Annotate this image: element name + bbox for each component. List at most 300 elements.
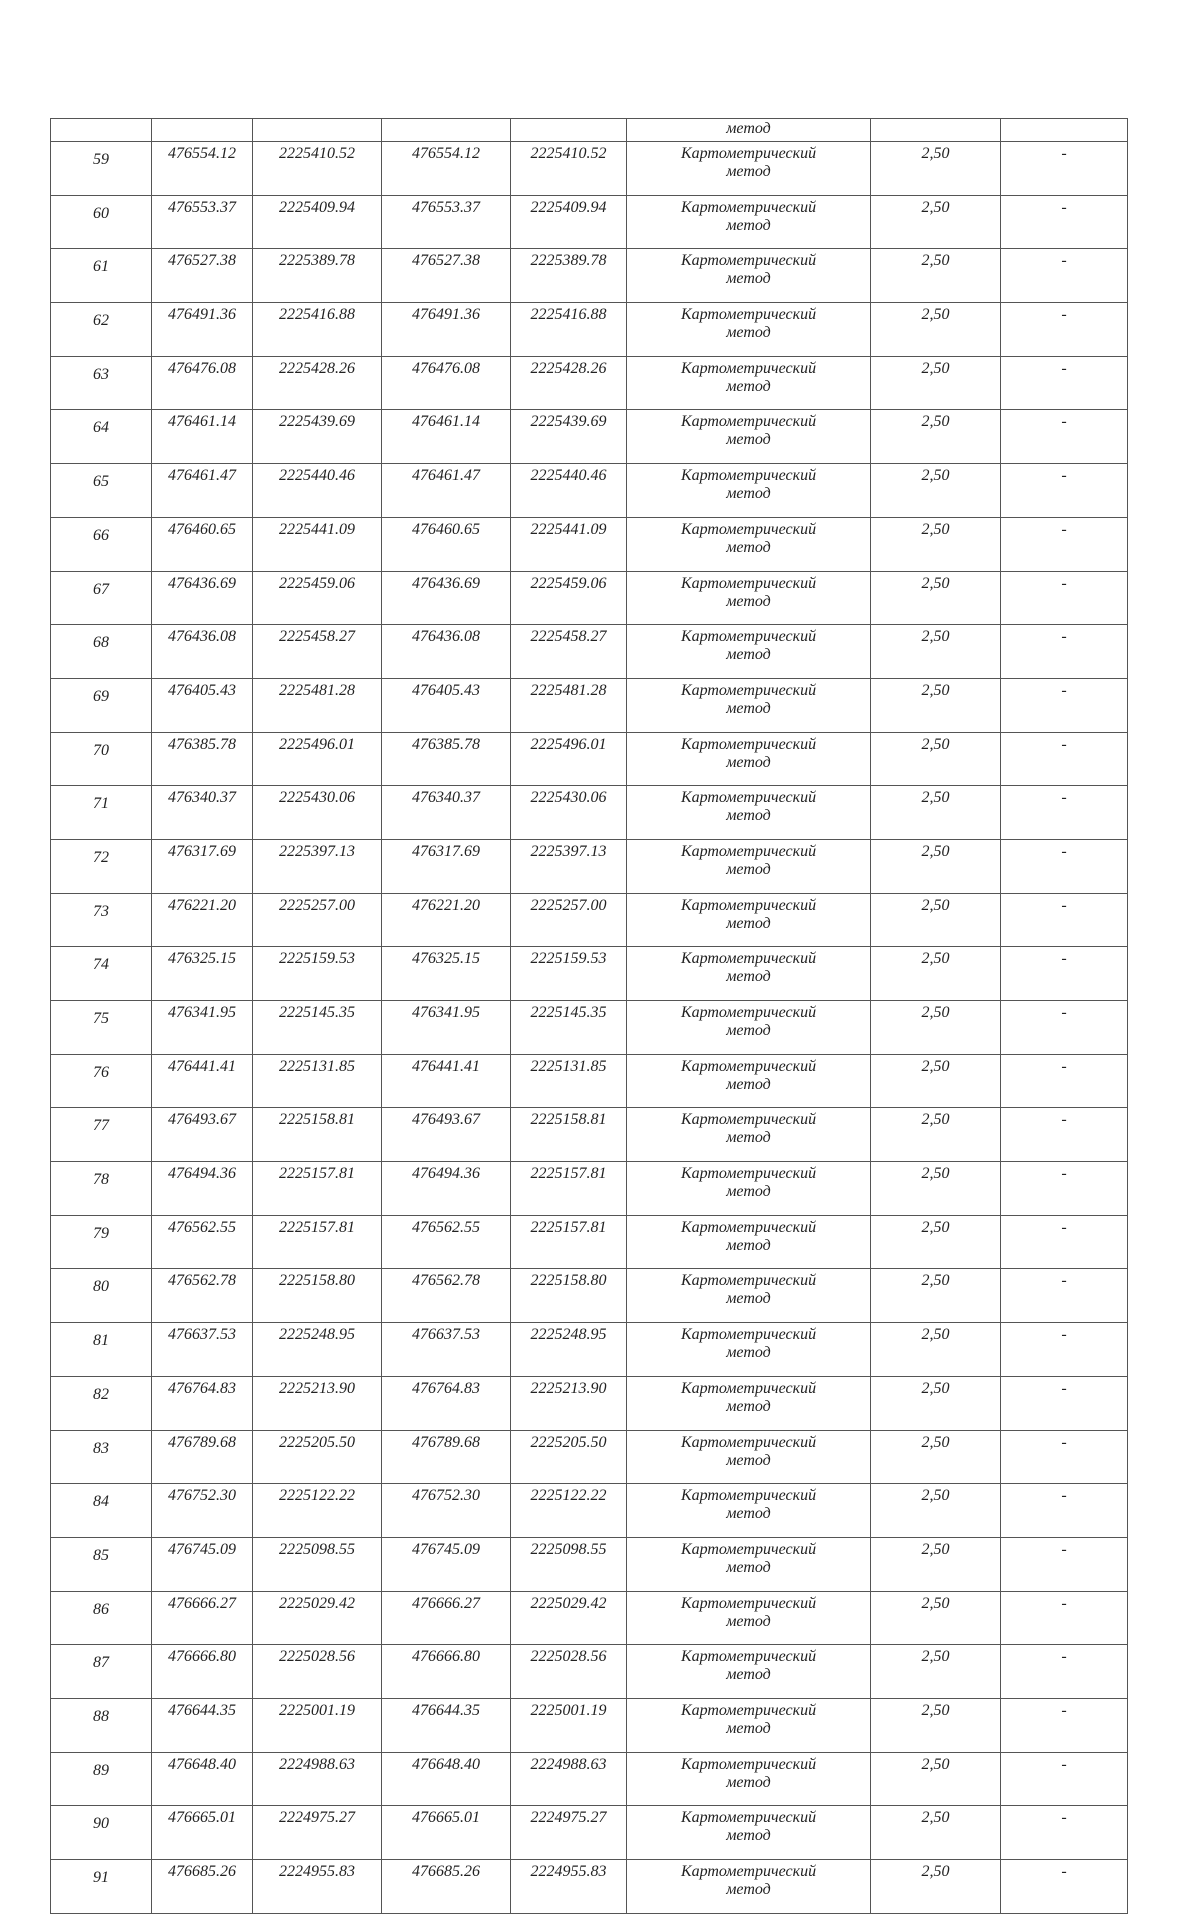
cell-empty — [152, 119, 253, 142]
cell-y-existing: 2225157.81 — [253, 1162, 382, 1216]
cell-x-new: 476752.30 — [382, 1484, 511, 1538]
method-line-1: Картометрический — [680, 1863, 817, 1880]
cell-accuracy: 2,50 — [871, 303, 1001, 357]
method-line-1: Картометрический — [680, 520, 817, 538]
cell-description: - — [1001, 410, 1128, 464]
method-line-1: Картометрический — [680, 1701, 817, 1719]
cell-point-number: 81 — [51, 1323, 152, 1377]
cell-y-new: 2225428.26 — [511, 356, 627, 410]
cell-method — [627, 1323, 871, 1377]
cell-y-new: 2224975.27 — [511, 1806, 627, 1860]
method-line-1: Картометрический — [680, 789, 817, 807]
cell-x-existing: 476553.37 — [152, 195, 253, 249]
cell-y-new: 2225122.22 — [511, 1484, 627, 1538]
cell-method — [627, 732, 871, 786]
cell-x-new: 476385.78 — [382, 732, 511, 786]
cell-method — [627, 1806, 871, 1860]
cell-x-existing: 476764.83 — [152, 1376, 253, 1430]
cell-y-new: 2225430.06 — [511, 786, 627, 840]
cell-x-new: 476666.80 — [382, 1645, 511, 1699]
cell-point-number: 59 — [51, 142, 152, 196]
cell-accuracy: 2,50 — [871, 678, 1001, 732]
cell-x-new: 476460.65 — [382, 517, 511, 571]
cell-y-new: 2225157.81 — [511, 1215, 627, 1269]
cell-x-existing: 476436.69 — [152, 571, 253, 625]
cell-x-existing: 476341.95 — [152, 1001, 253, 1055]
cell-point-number: 65 — [51, 464, 152, 518]
cell-description: - — [1001, 1484, 1128, 1538]
cell-y-existing: 2225410.52 — [253, 142, 382, 196]
cell-point-number: 72 — [51, 839, 152, 893]
cell-method — [627, 303, 871, 357]
method-line-1: Картометрический — [680, 1057, 817, 1075]
cell-accuracy: 2,50 — [871, 786, 1001, 840]
cell-y-existing: 2225248.95 — [253, 1323, 382, 1377]
cell-point-number: 84 — [51, 1484, 152, 1538]
coordinates-table — [50, 118, 1128, 1914]
cell-description: - — [1001, 1269, 1128, 1323]
cell-description: - — [1001, 1162, 1128, 1216]
method-line-1: Картометрический — [680, 1111, 817, 1129]
cell-method — [627, 1645, 871, 1699]
method-line-1: Картометрический — [680, 735, 817, 753]
table-row — [51, 893, 1128, 947]
cell-y-existing: 2225145.35 — [253, 1001, 382, 1055]
table-row — [51, 1108, 1128, 1162]
table-row — [51, 517, 1128, 571]
cell-x-new: 476325.15 — [382, 947, 511, 1001]
cell-y-existing: 2224955.83 — [253, 1860, 382, 1914]
cell-point-number: 73 — [51, 893, 152, 947]
cell-x-new: 476341.95 — [382, 1001, 511, 1055]
method-line-1: Картометрический — [680, 1218, 817, 1236]
cell-y-new: 2225205.50 — [511, 1430, 627, 1484]
cell-x-existing: 476325.15 — [152, 947, 253, 1001]
cell-point-number: 85 — [51, 1537, 152, 1591]
cell-description: - — [1001, 839, 1128, 893]
cell-accuracy: 2,50 — [871, 839, 1001, 893]
cell-point-number: 87 — [51, 1645, 152, 1699]
method-line-1: Картометрический — [680, 1487, 817, 1505]
cell-y-existing: 2225440.46 — [253, 464, 382, 518]
cell-y-existing: 2225496.01 — [253, 732, 382, 786]
cell-method — [627, 1484, 871, 1538]
cell-description: - — [1001, 893, 1128, 947]
cell-y-existing: 2225389.78 — [253, 249, 382, 303]
cell-x-new: 476637.53 — [382, 1323, 511, 1377]
cell-y-existing: 2225428.26 — [253, 356, 382, 410]
method-line-1: Картометрический — [680, 145, 817, 162]
method-line-1: Картометрический — [680, 1004, 817, 1021]
cell-y-existing: 2225430.06 — [253, 786, 382, 840]
cell-y-new: 2225001.19 — [511, 1698, 627, 1752]
cell-y-existing: 2225213.90 — [253, 1376, 382, 1430]
table-row — [51, 1269, 1128, 1323]
cell-x-existing: 476637.53 — [152, 1323, 253, 1377]
cell-x-existing: 476527.38 — [152, 249, 253, 303]
cell-x-new: 476491.36 — [382, 303, 511, 357]
cell-x-existing: 476648.40 — [152, 1752, 253, 1806]
cell-method — [627, 1752, 871, 1806]
cell-point-number: 74 — [51, 947, 152, 1001]
cell-y-new: 2225439.69 — [511, 410, 627, 464]
cell-accuracy: 2,50 — [871, 1860, 1001, 1914]
cell-x-existing: 476340.37 — [152, 786, 253, 840]
cell-point-number: 75 — [51, 1001, 152, 1055]
method-line-2: метод — [726, 1451, 771, 1469]
cell-method — [627, 1430, 871, 1484]
method-line-2: метод — [726, 646, 771, 664]
cell-x-new: 476553.37 — [382, 195, 511, 249]
method-line-2: метод — [726, 914, 771, 932]
cell-point-number: 88 — [51, 1698, 152, 1752]
cell-description: - — [1001, 1752, 1128, 1806]
cell-y-existing: 2225416.88 — [253, 303, 382, 357]
cell-point-number: 80 — [51, 1269, 152, 1323]
cell-method — [627, 1860, 871, 1914]
cell-accuracy: 2,50 — [871, 1591, 1001, 1645]
cell-y-new: 2225441.09 — [511, 517, 627, 571]
cell-accuracy: 2,50 — [871, 732, 1001, 786]
cell-description: - — [1001, 678, 1128, 732]
cell-accuracy: 2,50 — [871, 1269, 1001, 1323]
cell-y-new: 2225098.55 — [511, 1537, 627, 1591]
cell-y-new: 2225416.88 — [511, 303, 627, 357]
cell-point-number: 82 — [51, 1376, 152, 1430]
cell-x-new: 476745.09 — [382, 1537, 511, 1591]
cell-point-number: 62 — [51, 303, 152, 357]
cell-point-number: 67 — [51, 571, 152, 625]
cell-x-existing: 476491.36 — [152, 303, 253, 357]
cell-x-new: 476644.35 — [382, 1698, 511, 1752]
cell-y-new: 2225158.81 — [511, 1108, 627, 1162]
method-line-2: метод — [726, 485, 771, 503]
cell-y-new: 2225409.94 — [511, 195, 627, 249]
cell-description: - — [1001, 1645, 1128, 1699]
table-row — [51, 1698, 1128, 1752]
cell-accuracy: 2,50 — [871, 1054, 1001, 1108]
cell-description: - — [1001, 1537, 1128, 1591]
table-row — [51, 1376, 1128, 1430]
cell-description: - — [1001, 1376, 1128, 1430]
method-line-2: метод — [726, 270, 771, 288]
cell-y-new: 2225389.78 — [511, 249, 627, 303]
cell-accuracy: 2,50 — [871, 1806, 1001, 1860]
cell-accuracy: 2,50 — [871, 464, 1001, 518]
cell-x-new: 476665.01 — [382, 1806, 511, 1860]
method-line-2: метод — [726, 1290, 771, 1308]
method-line-1: Картометрический — [680, 950, 817, 968]
table-row — [51, 1537, 1128, 1591]
cell-x-existing: 476752.30 — [152, 1484, 253, 1538]
method-line-2: метод — [726, 538, 771, 556]
cell-description: - — [1001, 1108, 1128, 1162]
cell-x-new: 476441.41 — [382, 1054, 511, 1108]
cell-empty — [511, 119, 627, 142]
cell-x-new: 476436.08 — [382, 625, 511, 679]
cell-point-number: 69 — [51, 678, 152, 732]
method-line-1: Картометрический — [680, 1379, 817, 1397]
method-line-2: метод — [726, 1666, 771, 1684]
cell-y-new: 2225213.90 — [511, 1376, 627, 1430]
cell-description: - — [1001, 786, 1128, 840]
method-line-2: метод — [726, 163, 771, 180]
cell-x-existing: 476476.08 — [152, 356, 253, 410]
cell-y-new: 2225257.00 — [511, 893, 627, 947]
cell-x-existing: 476441.41 — [152, 1054, 253, 1108]
method-line-2: метод — [726, 1719, 771, 1737]
cell-x-new: 476436.69 — [382, 571, 511, 625]
cell-point-number: 78 — [51, 1162, 152, 1216]
method-line-1: Картометрический — [680, 252, 817, 270]
cell-description: - — [1001, 142, 1128, 196]
method-line-2: метод — [726, 1022, 771, 1039]
method-line-2: метод — [726, 431, 771, 449]
cell-y-existing: 2225441.09 — [253, 517, 382, 571]
table-row — [51, 303, 1128, 357]
cell-empty — [51, 119, 152, 142]
cell-point-number: 66 — [51, 517, 152, 571]
table-row — [51, 678, 1128, 732]
cell-y-existing: 2225458.27 — [253, 625, 382, 679]
table-row — [51, 1215, 1128, 1269]
table-row — [51, 1430, 1128, 1484]
method-line-2: метод — [726, 860, 771, 878]
cell-point-number: 79 — [51, 1215, 152, 1269]
cell-x-new: 476527.38 — [382, 249, 511, 303]
cell-method — [627, 625, 871, 679]
method-line-2: метод — [726, 377, 771, 395]
cell-accuracy: 2,50 — [871, 947, 1001, 1001]
cell-point-number: 91 — [51, 1860, 152, 1914]
method-line-2: метод — [726, 1558, 771, 1576]
method-line-1: Картометрический — [680, 1594, 817, 1612]
method-line-1: Картометрический — [680, 628, 817, 646]
cell-x-existing: 476789.68 — [152, 1430, 253, 1484]
cell-method — [627, 1001, 871, 1055]
method-line-2: метод — [726, 592, 771, 610]
table-row — [51, 947, 1128, 1001]
cell-method — [627, 1269, 871, 1323]
cell-description: - — [1001, 356, 1128, 410]
cell-y-existing: 2225131.85 — [253, 1054, 382, 1108]
cell-point-number: 76 — [51, 1054, 152, 1108]
cell-y-existing: 2225409.94 — [253, 195, 382, 249]
method-line-1: Картометрический — [680, 1809, 817, 1827]
cell-x-new: 476554.12 — [382, 142, 511, 196]
cell-x-existing: 476685.26 — [152, 1860, 253, 1914]
table-row — [51, 732, 1128, 786]
cell-y-new: 2225481.28 — [511, 678, 627, 732]
method-line-2: метод — [726, 1397, 771, 1415]
cell-x-new: 476648.40 — [382, 1752, 511, 1806]
method-line-1: Картометрический — [680, 1648, 817, 1666]
cell-y-new: 2225159.53 — [511, 947, 627, 1001]
method-line-1: Картометрический — [680, 1272, 817, 1290]
cell-y-existing: 2225028.56 — [253, 1645, 382, 1699]
cell-description: - — [1001, 1806, 1128, 1860]
cell-x-new: 476340.37 — [382, 786, 511, 840]
cell-x-existing: 476221.20 — [152, 893, 253, 947]
cell-y-existing: 2225122.22 — [253, 1484, 382, 1538]
cell-point-number: 86 — [51, 1591, 152, 1645]
method-line-2: метод — [726, 968, 771, 986]
cell-accuracy: 2,50 — [871, 625, 1001, 679]
cell-accuracy: 2,50 — [871, 1376, 1001, 1430]
cell-empty — [253, 119, 382, 142]
method-line-2: метод — [726, 1344, 771, 1362]
cell-method — [627, 410, 871, 464]
cell-method — [627, 1698, 871, 1752]
cell-method — [627, 571, 871, 625]
table-row — [51, 1591, 1128, 1645]
table-row — [51, 1860, 1128, 1914]
cell-y-existing: 2225001.19 — [253, 1698, 382, 1752]
cell-x-existing: 476436.08 — [152, 625, 253, 679]
cell-method — [627, 1162, 871, 1216]
cell-point-number: 60 — [51, 195, 152, 249]
cell-description: - — [1001, 1698, 1128, 1752]
cell-x-existing: 476461.14 — [152, 410, 253, 464]
cell-y-new: 2225496.01 — [511, 732, 627, 786]
method-line-1: Картометрический — [680, 1755, 817, 1773]
cell-accuracy: 2,50 — [871, 571, 1001, 625]
table-row — [51, 1645, 1128, 1699]
cell-x-existing: 476405.43 — [152, 678, 253, 732]
method-line-2: метод — [726, 1075, 771, 1093]
cell-description: - — [1001, 1215, 1128, 1269]
cell-point-number: 83 — [51, 1430, 152, 1484]
method-line-1: Картометрический — [680, 467, 817, 485]
table-row — [51, 1054, 1128, 1108]
cell-y-existing: 2225158.81 — [253, 1108, 382, 1162]
cell-y-new: 2225248.95 — [511, 1323, 627, 1377]
cell-x-existing: 476666.80 — [152, 1645, 253, 1699]
cell-y-existing: 2225157.81 — [253, 1215, 382, 1269]
method-line-2: метод — [726, 1881, 771, 1898]
table-row — [51, 786, 1128, 840]
table-row — [51, 1484, 1128, 1538]
cell-x-new: 476666.27 — [382, 1591, 511, 1645]
cell-point-number: 71 — [51, 786, 152, 840]
cell-method — [627, 839, 871, 893]
cell-method — [627, 1215, 871, 1269]
cell-accuracy: 2,50 — [871, 1484, 1001, 1538]
cell-y-new: 2224955.83 — [511, 1860, 627, 1914]
table-row — [51, 571, 1128, 625]
cell-accuracy: 2,50 — [871, 410, 1001, 464]
cell-y-new: 2225458.27 — [511, 625, 627, 679]
cell-description: - — [1001, 303, 1128, 357]
cell-description: - — [1001, 947, 1128, 1001]
cell-x-existing: 476745.09 — [152, 1537, 253, 1591]
method-line-1: Картометрический — [680, 681, 817, 699]
method-line-1: Картометрический — [680, 413, 817, 431]
cell-x-existing: 476494.36 — [152, 1162, 253, 1216]
continued-row — [51, 119, 1128, 142]
method-line-2: метод — [726, 807, 771, 825]
cell-point-number: 89 — [51, 1752, 152, 1806]
cell-accuracy: 2,50 — [871, 249, 1001, 303]
cell-description: - — [1001, 1591, 1128, 1645]
cell-x-existing: 476666.27 — [152, 1591, 253, 1645]
cell-method — [627, 1108, 871, 1162]
cell-x-new: 476494.36 — [382, 1162, 511, 1216]
cell-empty — [382, 119, 511, 142]
cell-description: - — [1001, 1054, 1128, 1108]
table-row — [51, 1162, 1128, 1216]
method-line-2: метод — [726, 1612, 771, 1630]
cell-accuracy: 2,50 — [871, 1537, 1001, 1591]
cell-method — [627, 1376, 871, 1430]
method-line-2: метод — [726, 1827, 771, 1845]
method-line-1: Картометрический — [680, 198, 817, 216]
method-line-2: метод — [726, 699, 771, 717]
method-line-1: Картометрический — [680, 1165, 817, 1183]
cell-x-new: 476789.68 — [382, 1430, 511, 1484]
cell-accuracy: 2,50 — [871, 893, 1001, 947]
table-row — [51, 839, 1128, 893]
cell-description: - — [1001, 517, 1128, 571]
cell-y-new: 2225145.35 — [511, 1001, 627, 1055]
cell-x-existing: 476385.78 — [152, 732, 253, 786]
cell-y-new: 2225157.81 — [511, 1162, 627, 1216]
cell-point-number: 77 — [51, 1108, 152, 1162]
method-line-2: метод — [726, 1773, 771, 1791]
cell-y-new: 2225131.85 — [511, 1054, 627, 1108]
method-line-1: Картометрический — [680, 574, 817, 592]
cell-x-new: 476476.08 — [382, 356, 511, 410]
cell-method — [627, 195, 871, 249]
method-line-2: метод — [726, 324, 771, 342]
cell-y-existing: 2225158.80 — [253, 1269, 382, 1323]
cell-x-existing: 476562.78 — [152, 1269, 253, 1323]
method-line-2: метод — [726, 216, 771, 234]
method-line-2: метод — [726, 1236, 771, 1254]
table-row — [51, 1806, 1128, 1860]
cell-x-existing: 476317.69 — [152, 839, 253, 893]
table-row — [51, 1323, 1128, 1377]
method-line-1: Картометрический — [680, 359, 817, 377]
cell-description: - — [1001, 625, 1128, 679]
cell-y-existing: 2225257.00 — [253, 893, 382, 947]
cell-method — [627, 142, 871, 196]
cell-accuracy: 2,50 — [871, 356, 1001, 410]
cell-description: - — [1001, 464, 1128, 518]
cell-method — [627, 464, 871, 518]
cell-method-continued: метод — [627, 119, 871, 142]
cell-x-new: 476562.55 — [382, 1215, 511, 1269]
cell-x-existing: 476493.67 — [152, 1108, 253, 1162]
cell-y-existing: 2224975.27 — [253, 1806, 382, 1860]
method-line-1: Картометрический — [680, 842, 817, 860]
cell-x-existing: 476460.65 — [152, 517, 253, 571]
cell-y-new: 2224988.63 — [511, 1752, 627, 1806]
table-row — [51, 195, 1128, 249]
cell-y-new: 2225029.42 — [511, 1591, 627, 1645]
cell-method — [627, 678, 871, 732]
cell-method — [627, 1054, 871, 1108]
cell-point-number: 90 — [51, 1806, 152, 1860]
cell-description: - — [1001, 1860, 1128, 1914]
cell-y-existing: 2225205.50 — [253, 1430, 382, 1484]
cell-y-existing: 2225439.69 — [253, 410, 382, 464]
cell-method — [627, 786, 871, 840]
cell-method — [627, 249, 871, 303]
table-row — [51, 625, 1128, 679]
cell-accuracy: 2,50 — [871, 1698, 1001, 1752]
cell-x-new: 476685.26 — [382, 1860, 511, 1914]
